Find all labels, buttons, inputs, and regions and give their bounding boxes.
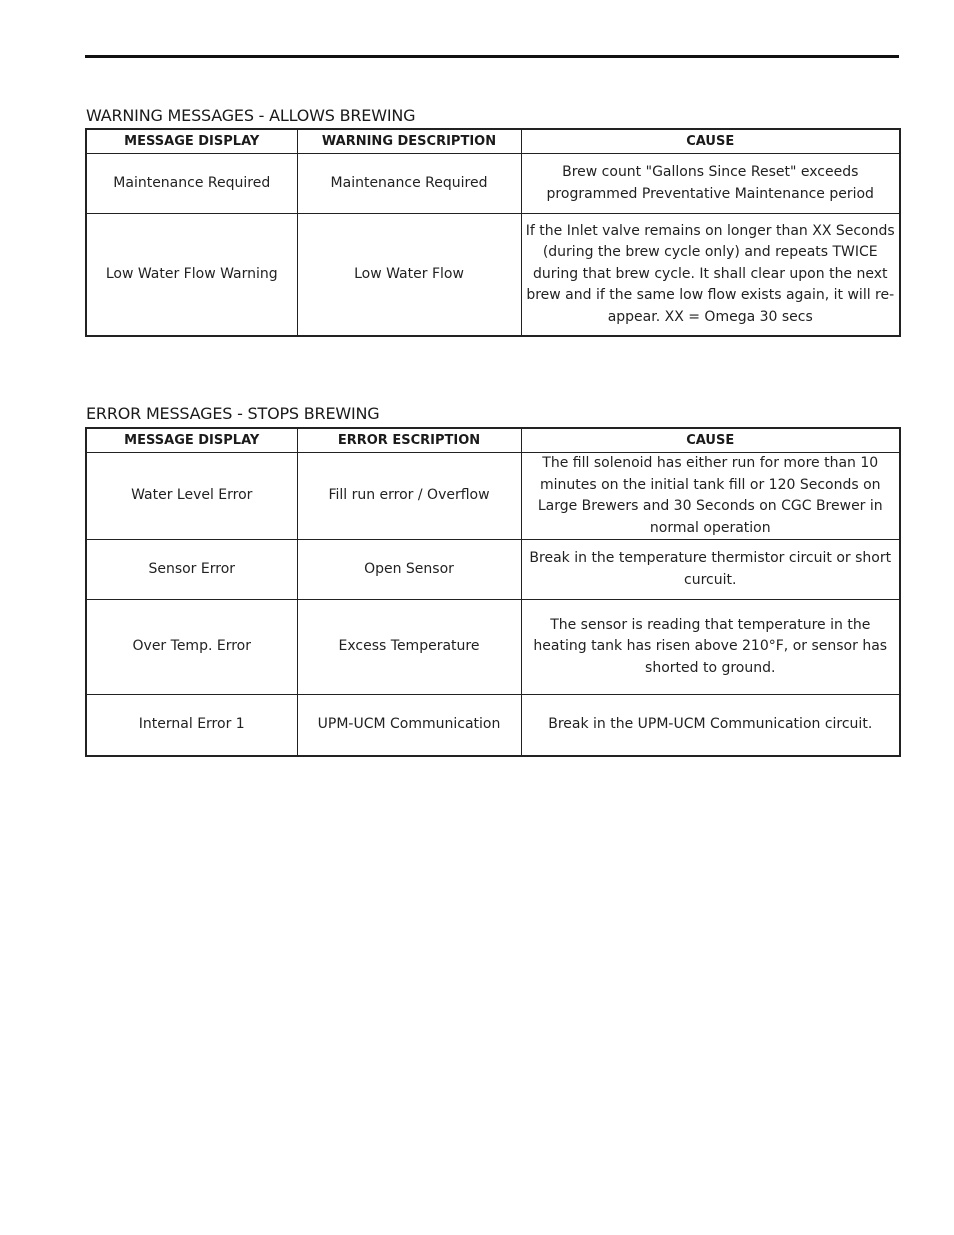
description-cell: Low Water Flow <box>297 214 521 336</box>
warning-section-title: WARNING MESSAGES - ALLOWS BREWING <box>86 106 416 125</box>
message-display-cell: Water Level Error <box>86 453 297 540</box>
message-display-cell: Internal Error 1 <box>86 695 297 756</box>
warning-messages-table <box>85 128 901 337</box>
cause-cell: If the Inlet valve remains on longer than XX Seconds (during the brew cycle only) and repeats TWICE during that brew cycle. It shall clear upon the next brew and if the same low flow exists again, it will re-appear. XX = Omega 30 secs <box>521 214 900 336</box>
table-row <box>86 540 900 600</box>
message-display-cell: Low Water Flow Warning <box>86 214 297 336</box>
cause-cell: The sensor is reading that temperature in the heating tank has risen above 210°F, or sensor has shorted to ground. <box>521 600 900 695</box>
description-cell: Open Sensor <box>297 540 521 600</box>
column-header-error-description: ERROR ESCRIPTION <box>297 428 521 453</box>
table-row <box>86 214 900 336</box>
column-header-cause: CAUSE <box>521 428 900 453</box>
table-row <box>86 453 900 540</box>
column-header-message-display: MESSAGE DISPLAY <box>86 129 297 154</box>
error-section-title: ERROR MESSAGES - STOPS BREWING <box>86 404 380 423</box>
message-display-cell: Sensor Error <box>86 540 297 600</box>
message-display-cell: Over Temp. Error <box>86 600 297 695</box>
cause-cell: The fill solenoid has either run for more than 10 minutes on the initial tank fill or 120 Seconds on Large Brewers and 30 Seconds on CGC Brewer in normal operation <box>521 453 900 540</box>
top-rule <box>85 55 899 58</box>
description-cell: UPM-UCM Communication <box>297 695 521 756</box>
table-row <box>86 154 900 214</box>
error-messages-table <box>85 427 901 757</box>
column-header-message-display: MESSAGE DISPLAY <box>86 428 297 453</box>
column-header-warning-description: WARNING DESCRIPTION <box>297 129 521 154</box>
cause-cell: Break in the temperature thermistor circuit or short curcuit. <box>521 540 900 600</box>
message-display-cell: Maintenance Required <box>86 154 297 214</box>
table-header-row <box>86 129 900 154</box>
description-cell: Fill run error / Overflow <box>297 453 521 540</box>
description-cell: Excess Temperature <box>297 600 521 695</box>
table-row <box>86 695 900 756</box>
description-cell: Maintenance Required <box>297 154 521 214</box>
cause-cell: Break in the UPM-UCM Communication circuit. <box>521 695 900 756</box>
cause-cell: Brew count "Gallons Since Reset" exceeds programmed Preventative Maintenance period <box>521 154 900 214</box>
table-header-row <box>86 428 900 453</box>
column-header-cause: CAUSE <box>521 129 900 154</box>
table-row <box>86 600 900 695</box>
